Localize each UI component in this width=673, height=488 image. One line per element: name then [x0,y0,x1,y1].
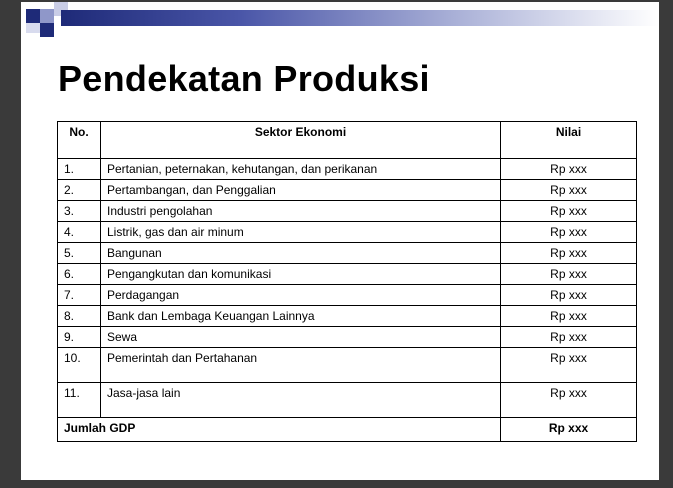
table-row [58,243,637,264]
row-no: 3. [58,201,101,222]
row-no: 7. [58,285,101,306]
row-nilai: Rp xxx [501,383,637,418]
row-sektor: Bank dan Lembaga Keuangan Lainnya [101,306,501,327]
row-sektor: Jasa-jasa lain [101,383,501,418]
row-nilai: Rp xxx [501,243,637,264]
table-row [58,327,637,348]
row-no: 4. [58,222,101,243]
row-sektor: Sewa [101,327,501,348]
row-nilai: Rp xxx [501,180,637,201]
row-nilai: Rp xxx [501,222,637,243]
row-sektor: Bangunan [101,243,501,264]
footer-label: Jumlah GDP [58,418,501,442]
row-sektor: Pertambangan, dan Penggalian [101,180,501,201]
row-no: 11. [58,383,101,418]
slide [21,2,659,480]
sektor-table [57,121,637,442]
table-row [58,222,637,243]
row-sektor: Listrik, gas dan air minum [101,222,501,243]
row-no: 8. [58,306,101,327]
table-row [58,264,637,285]
header-nilai: Nilai [501,122,637,159]
row-nilai: Rp xxx [501,327,637,348]
row-sektor: Industri pengolahan [101,201,501,222]
table-row [58,348,637,383]
row-sektor: Pertanian, peternakan, kehutangan, dan perikanan [101,159,501,180]
row-sektor: Pemerintah dan Pertahanan [101,348,501,383]
table-row [58,285,637,306]
row-no: 1. [58,159,101,180]
table-row [58,383,637,418]
row-no: 10. [58,348,101,383]
header-sektor: Sektor Ekonomi [101,122,501,159]
table-header-row [58,122,637,159]
row-nilai: Rp xxx [501,159,637,180]
table-row [58,180,637,201]
table-row [58,306,637,327]
row-nilai: Rp xxx [501,201,637,222]
row-no: 9. [58,327,101,348]
row-no: 5. [58,243,101,264]
table-row [58,159,637,180]
row-nilai: Rp xxx [501,285,637,306]
footer-nilai: Rp xxx [501,418,637,442]
table-row [58,201,637,222]
row-nilai: Rp xxx [501,348,637,383]
header-no: No. [58,122,101,159]
row-no: 6. [58,264,101,285]
row-sektor: Perdagangan [101,285,501,306]
row-nilai: Rp xxx [501,306,637,327]
row-nilai: Rp xxx [501,264,637,285]
header-gradient-bar [61,10,659,26]
row-sektor: Pengangkutan dan komunikasi [101,264,501,285]
slide-title: Pendekatan Produksi [58,58,430,99]
table-footer-row [58,418,637,442]
row-no: 2. [58,180,101,201]
